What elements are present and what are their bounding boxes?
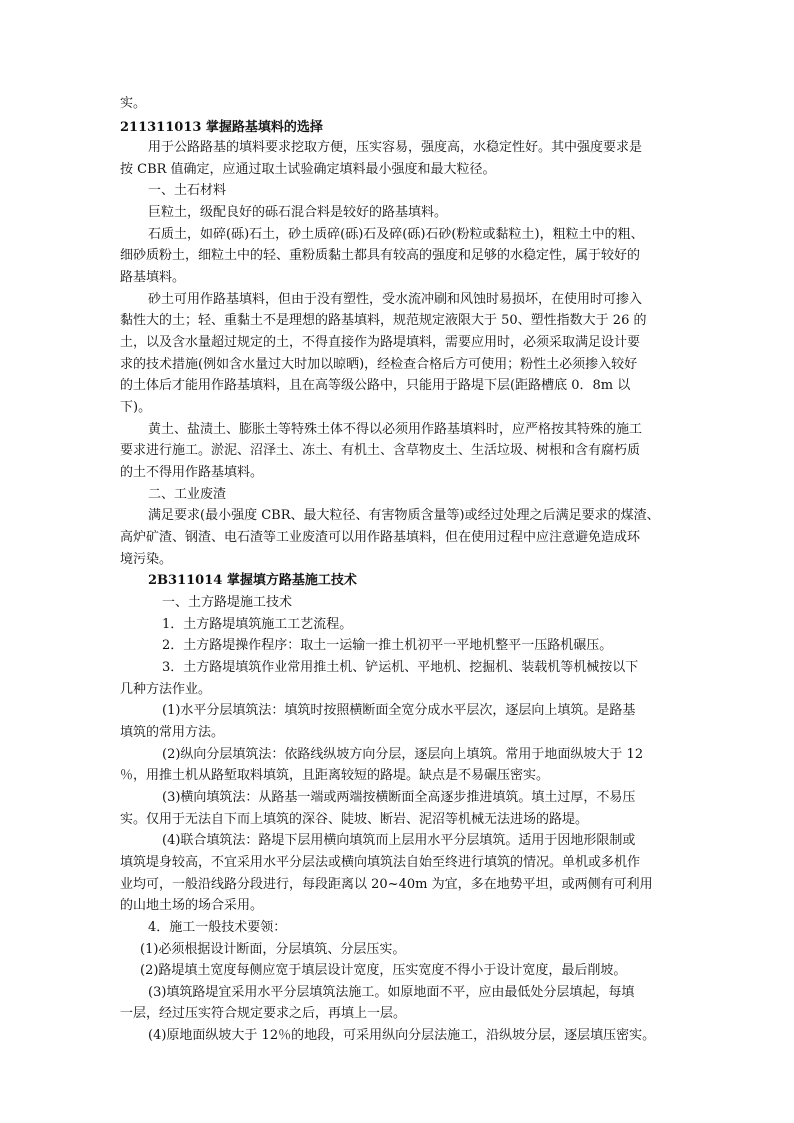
text-line: 一层，经过压实符合规定要求之后，再填上一层。 [120, 1006, 407, 1021]
subheading: 一、土方路堤施工技术 [162, 595, 293, 610]
text-line: (3)填筑路堤宜采用水平分层填筑法施工。如原地面不平，应由最低处分层填起，每填 [148, 985, 635, 1000]
subheading: 二、工业废渣 [148, 487, 227, 502]
text-line: 2．土方路堤操作程序：取土一运输一推土机初平一平地机整平一压路机碾压。 [162, 638, 613, 653]
text-line: 要求进行施工。淤泥、沼泽土、冻土、有机土、含草物皮土、生活垃圾、树根和含有腐朽质 [120, 443, 641, 458]
text-line: 境污染。 [120, 552, 173, 567]
text-line: 砂土可用作路基填料，但由于没有塑性，受水流冲刷和风蚀时易损坏，在使用时可掺入 [148, 292, 643, 307]
text-line: 下)。 [120, 400, 152, 415]
text-line: 黄土、盐渍土、膨胀土等特殊土体不得以必须用作路基填料时，应严格按其特殊的施工 [148, 422, 643, 437]
section-heading: 211311013 掌握路基填料的选择 [120, 120, 323, 135]
text-line: 实。 [120, 96, 147, 111]
text-line: 的土不得用作路基填料。 [120, 465, 264, 480]
text-line: 填筑堤身较高，不宜采用水平分层法或横向填筑法自始至终进行填筑的情况。单机或多机作 [120, 855, 641, 870]
text-line: 按 CBR 值确定，应通过取土试验确定填料最小强度和最大粒径。 [120, 162, 496, 177]
text-line: 石质土，如碎(砾)石土，砂土质碎(砾)石及碎(砾)石砂(粉粒或黏粒土)，粗粒土中的粗、 [148, 227, 644, 242]
text-line: (2)纵向分层填筑法：依路线纵坡方向分层，逐层向上填筑。常用于地面纵坡大于 12 [162, 747, 644, 762]
text-line: (4)原地面纵坡大于 12％的地段，可采用纵向分层法施工，沿纵坡分层，逐层填压密实。 [148, 1028, 656, 1043]
text-line: (1)水平分层填筑法：填筑时按照横断面全宽分成水平层次，逐层向上填筑。是路基 [162, 703, 636, 718]
text-line: 用于公路路基的填料要求挖取方便，压实容易，强度高，水稳定性好。其中强度要求是 [148, 140, 643, 155]
text-line: ％，用推土机从路堑取料填筑，且距离较短的路堤。缺点是不易碾压密实。 [120, 768, 550, 783]
text-line: (2)路堤填土宽度每侧应宽于填层设计宽度，压实宽度不得小于设计宽度，最后削坡。 [140, 963, 627, 978]
text-line: (1)必须根据设计断面，分层填筑、分层压实。 [140, 942, 406, 957]
text-line: 土，以及含水量超过规定的土，不得直接作为路堤填料，需要应用时，必须采取满足设计要 [120, 335, 641, 350]
text-line: 满足要求(最小强度 CBR、最大粒径、有害物质含量等)或经过处理之后满足要求的煤渣、 [148, 508, 660, 523]
subheading: 一、土石材料 [148, 183, 227, 198]
text-line: 巨粒土，级配良好的砾石混合料是较好的路基填料。 [148, 205, 448, 220]
text-line: 的土体后才能用作路基填料，且在高等级公路中，只能用于路堤下层(距路槽底 0．8m 以 [120, 378, 631, 393]
text-line: 实。仅用于无法自下而上填筑的深谷、陡坡、断岩、泥沼等机械无法进场的路堤。 [120, 812, 589, 827]
text-line: 的山地土场的场合采用。 [120, 898, 264, 913]
text-line: 求的技术措施(例如含水量过大时加以晾晒)，经检查合格后方可使用；粉性土必须掺入较好 [120, 357, 638, 372]
text-line: 业均可，一般沿线路分段进行，每段距离以 20~40m 为宜，多在地势平坦，或两侧有可利用 [120, 877, 653, 892]
text-line: 几种方法作业。 [120, 682, 212, 697]
section-heading: 2B311014 掌握填方路基施工技术 [148, 573, 357, 588]
text-line: (3)横向填筑法：从路基一端或两端按横断面全高逐步推进填筑。填土过厚，不易压 [162, 790, 636, 805]
text-line: 3．土方路堤填筑作业常用推土机、铲运机、平地机、挖掘机、装载机等机械按以下 [162, 660, 639, 675]
text-line: (4)联合填筑法：路堤下层用横向填筑而上层用水平分层填筑。适用于因地形限制或 [162, 833, 636, 848]
text-line: 细砂质粉土，细粒土中的轻、重粉质黏土都具有较高的强度和足够的水稳定性，属于较好的 [120, 248, 641, 263]
text-line: 4．施工一般技术要领： [148, 920, 287, 935]
text-line: 高炉矿渣、钢渣、电石渣等工业废渣可以用作路基填料，但在使用过程中应注意避免造成环 [120, 530, 641, 545]
text-line: 填筑的常用方法。 [120, 725, 225, 740]
text-line: 1．土方路堤填筑施工工艺流程。 [162, 617, 353, 632]
text-line: 黏性大的土；轻、重黏土不是理想的路基填料，规范规定液限大于 50、塑性指数大于 26 的 [120, 313, 647, 328]
text-line: 路基填料。 [120, 270, 186, 285]
